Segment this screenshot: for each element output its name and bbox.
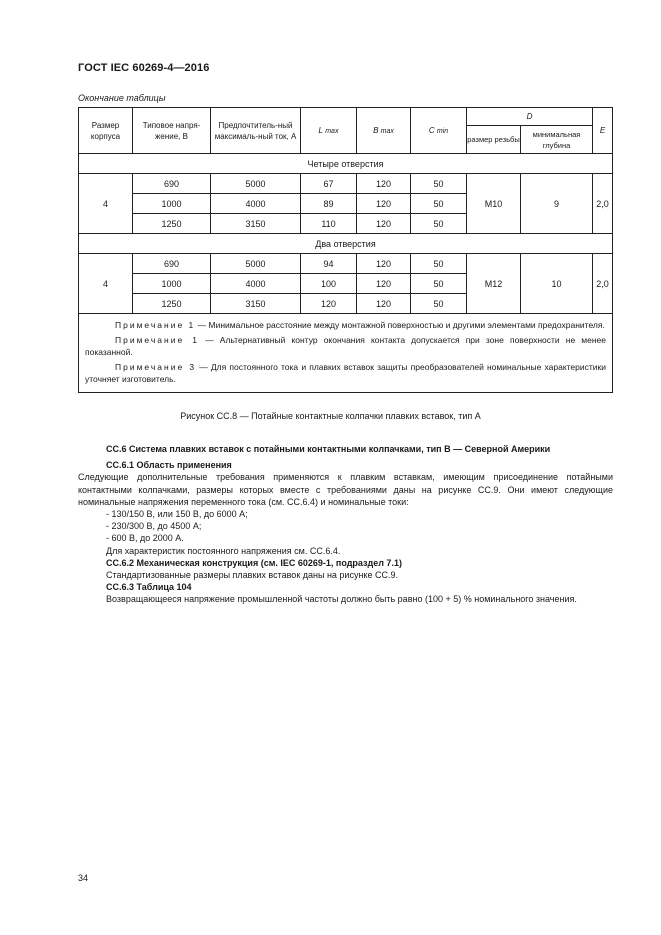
body-text — [78, 443, 613, 606]
cell-voltage: 690 — [133, 254, 211, 274]
cell-thread: M10 — [467, 174, 521, 234]
paragraph-cc63: Возвращающееся напряжение промышленной частоты должно быть равно (100 + 5) % номинального значения. — [106, 594, 577, 605]
header-b-suffix: max — [380, 127, 394, 135]
note-text: — Минимальное расстояние между монтажной поверхностью и другими элементами предохранителя. — [195, 320, 605, 330]
section-heading-cc62: СС.6.2 Механическая конструкция (см. IEC 60269-1, подраздел 7.1) — [106, 557, 402, 568]
cell-current: 3150 — [211, 214, 301, 234]
list-item: - 600 В, до 2000 А. — [106, 533, 184, 544]
cell-b: 120 — [357, 254, 411, 274]
note-2 — [85, 334, 606, 358]
cell-b: 120 — [357, 294, 411, 314]
header-b-symbol: B — [373, 125, 379, 135]
cell-l: 67 — [301, 174, 357, 194]
paragraph-cc62: Стандартизованные размеры плавких вставок даны на рисунке СС.9. — [106, 570, 398, 581]
note-label: Примечание 3 — [115, 362, 197, 372]
cell-b: 120 — [357, 194, 411, 214]
cell-l: 94 — [301, 254, 357, 274]
paragraph-cc61-text: Следующие дополнительные требования применяются к плавким вставкам, имеющим присоединение потайными контактными колпачками, размеры которых вместе с требованиями даны на рисунке СС.9. Они имеют следующие номинальные напряжения переменного тока (см. СС.6.4) и номинальные токи: — [78, 472, 613, 507]
section-title: Четыре отверстия — [79, 154, 613, 174]
cell-size: 4 — [79, 254, 133, 314]
header-d-depth: минимальная глубина — [521, 126, 593, 154]
cell-c: 50 — [411, 214, 467, 234]
cell-b: 120 — [357, 274, 411, 294]
cell-current: 4000 — [211, 274, 301, 294]
cell-voltage: 1000 — [133, 274, 211, 294]
header-c-suffix: min — [436, 127, 449, 135]
header-size: Размер корпуса — [79, 108, 133, 154]
section-heading-cc63: СС.6.3 Таблица 104 — [106, 582, 192, 593]
header-b — [357, 108, 411, 154]
cell-b: 120 — [357, 214, 411, 234]
header-d: D — [467, 108, 593, 126]
cell-c: 50 — [411, 174, 467, 194]
header-l-symbol: L — [318, 125, 323, 135]
note-label: Примечание 1 — [115, 320, 196, 330]
cell-voltage: 1250 — [133, 294, 211, 314]
cell-current: 5000 — [211, 254, 301, 274]
note-3 — [85, 361, 606, 385]
cell-c: 50 — [411, 274, 467, 294]
cell-l: 120 — [301, 294, 357, 314]
cell-voltage: 690 — [133, 174, 211, 194]
list-item: - 130/150 В, или 150 В, до 6000 А; — [106, 509, 248, 520]
cell-l: 100 — [301, 274, 357, 294]
page-number: 34 — [78, 873, 89, 883]
cell-current: 5000 — [211, 174, 301, 194]
table-caption: Окончание таблицы — [78, 93, 166, 103]
cell-l: 110 — [301, 214, 357, 234]
cell-c: 50 — [411, 294, 467, 314]
cell-size: 4 — [79, 174, 133, 234]
note-1 — [85, 319, 606, 331]
cell-c: 50 — [411, 194, 467, 214]
note-text: — Альтернативный контур окончания контакта допускается при зоне поверхности не менее показанной. — [85, 335, 606, 357]
section-heading-cc6: СС.6 Система плавких вставок с потайными контактными колпачками, тип В — Северной Америки — [106, 444, 551, 454]
dc-reference: Для характеристик постоянного напряжения см. СС.6.4. — [106, 545, 341, 556]
list-item: - 230/300 В, до 4500 А; — [106, 521, 202, 532]
cell-b: 120 — [357, 174, 411, 194]
header-c-symbol: C — [428, 125, 435, 135]
section-title: Два отверстия — [79, 234, 613, 254]
figure-caption: Рисунок СС.8 — Потайные контактные колпачки плавких вставок, тип А — [180, 411, 481, 421]
header-d-thread: размер резьбы — [467, 126, 521, 154]
table-notes — [79, 314, 613, 393]
dimensions-table — [78, 107, 613, 393]
cell-l: 89 — [301, 194, 357, 214]
header-l — [301, 108, 357, 154]
document-header: ГОСТ IEC 60269-4—2016 — [78, 62, 210, 74]
cell-current: 3150 — [211, 294, 301, 314]
cell-e: 2,0 — [593, 174, 613, 234]
cell-thread: M12 — [467, 254, 521, 314]
header-c — [411, 108, 467, 154]
cell-depth: 10 — [521, 254, 593, 314]
cell-depth: 9 — [521, 174, 593, 234]
cell-voltage: 1000 — [133, 194, 211, 214]
cell-voltage: 1250 — [133, 214, 211, 234]
header-l-suffix: max — [325, 127, 339, 135]
note-label: Примечание 1 — [115, 335, 200, 345]
cell-current: 4000 — [211, 194, 301, 214]
section-heading-cc61: СС.6.1 Область применения — [106, 460, 232, 471]
cell-c: 50 — [411, 254, 467, 274]
header-e: E — [593, 108, 613, 154]
paragraph-cc61 — [78, 471, 613, 508]
header-voltage: Типовое напря-жение, В — [133, 108, 211, 154]
note-text: — Для постоянного тока и плавких вставок защиты преобразователей номинальные характеристики уточняет изготовитель. — [85, 362, 606, 384]
cell-e: 2,0 — [593, 254, 613, 314]
header-current: Предпочтитель-ный максималь-ный ток, А — [211, 108, 301, 154]
